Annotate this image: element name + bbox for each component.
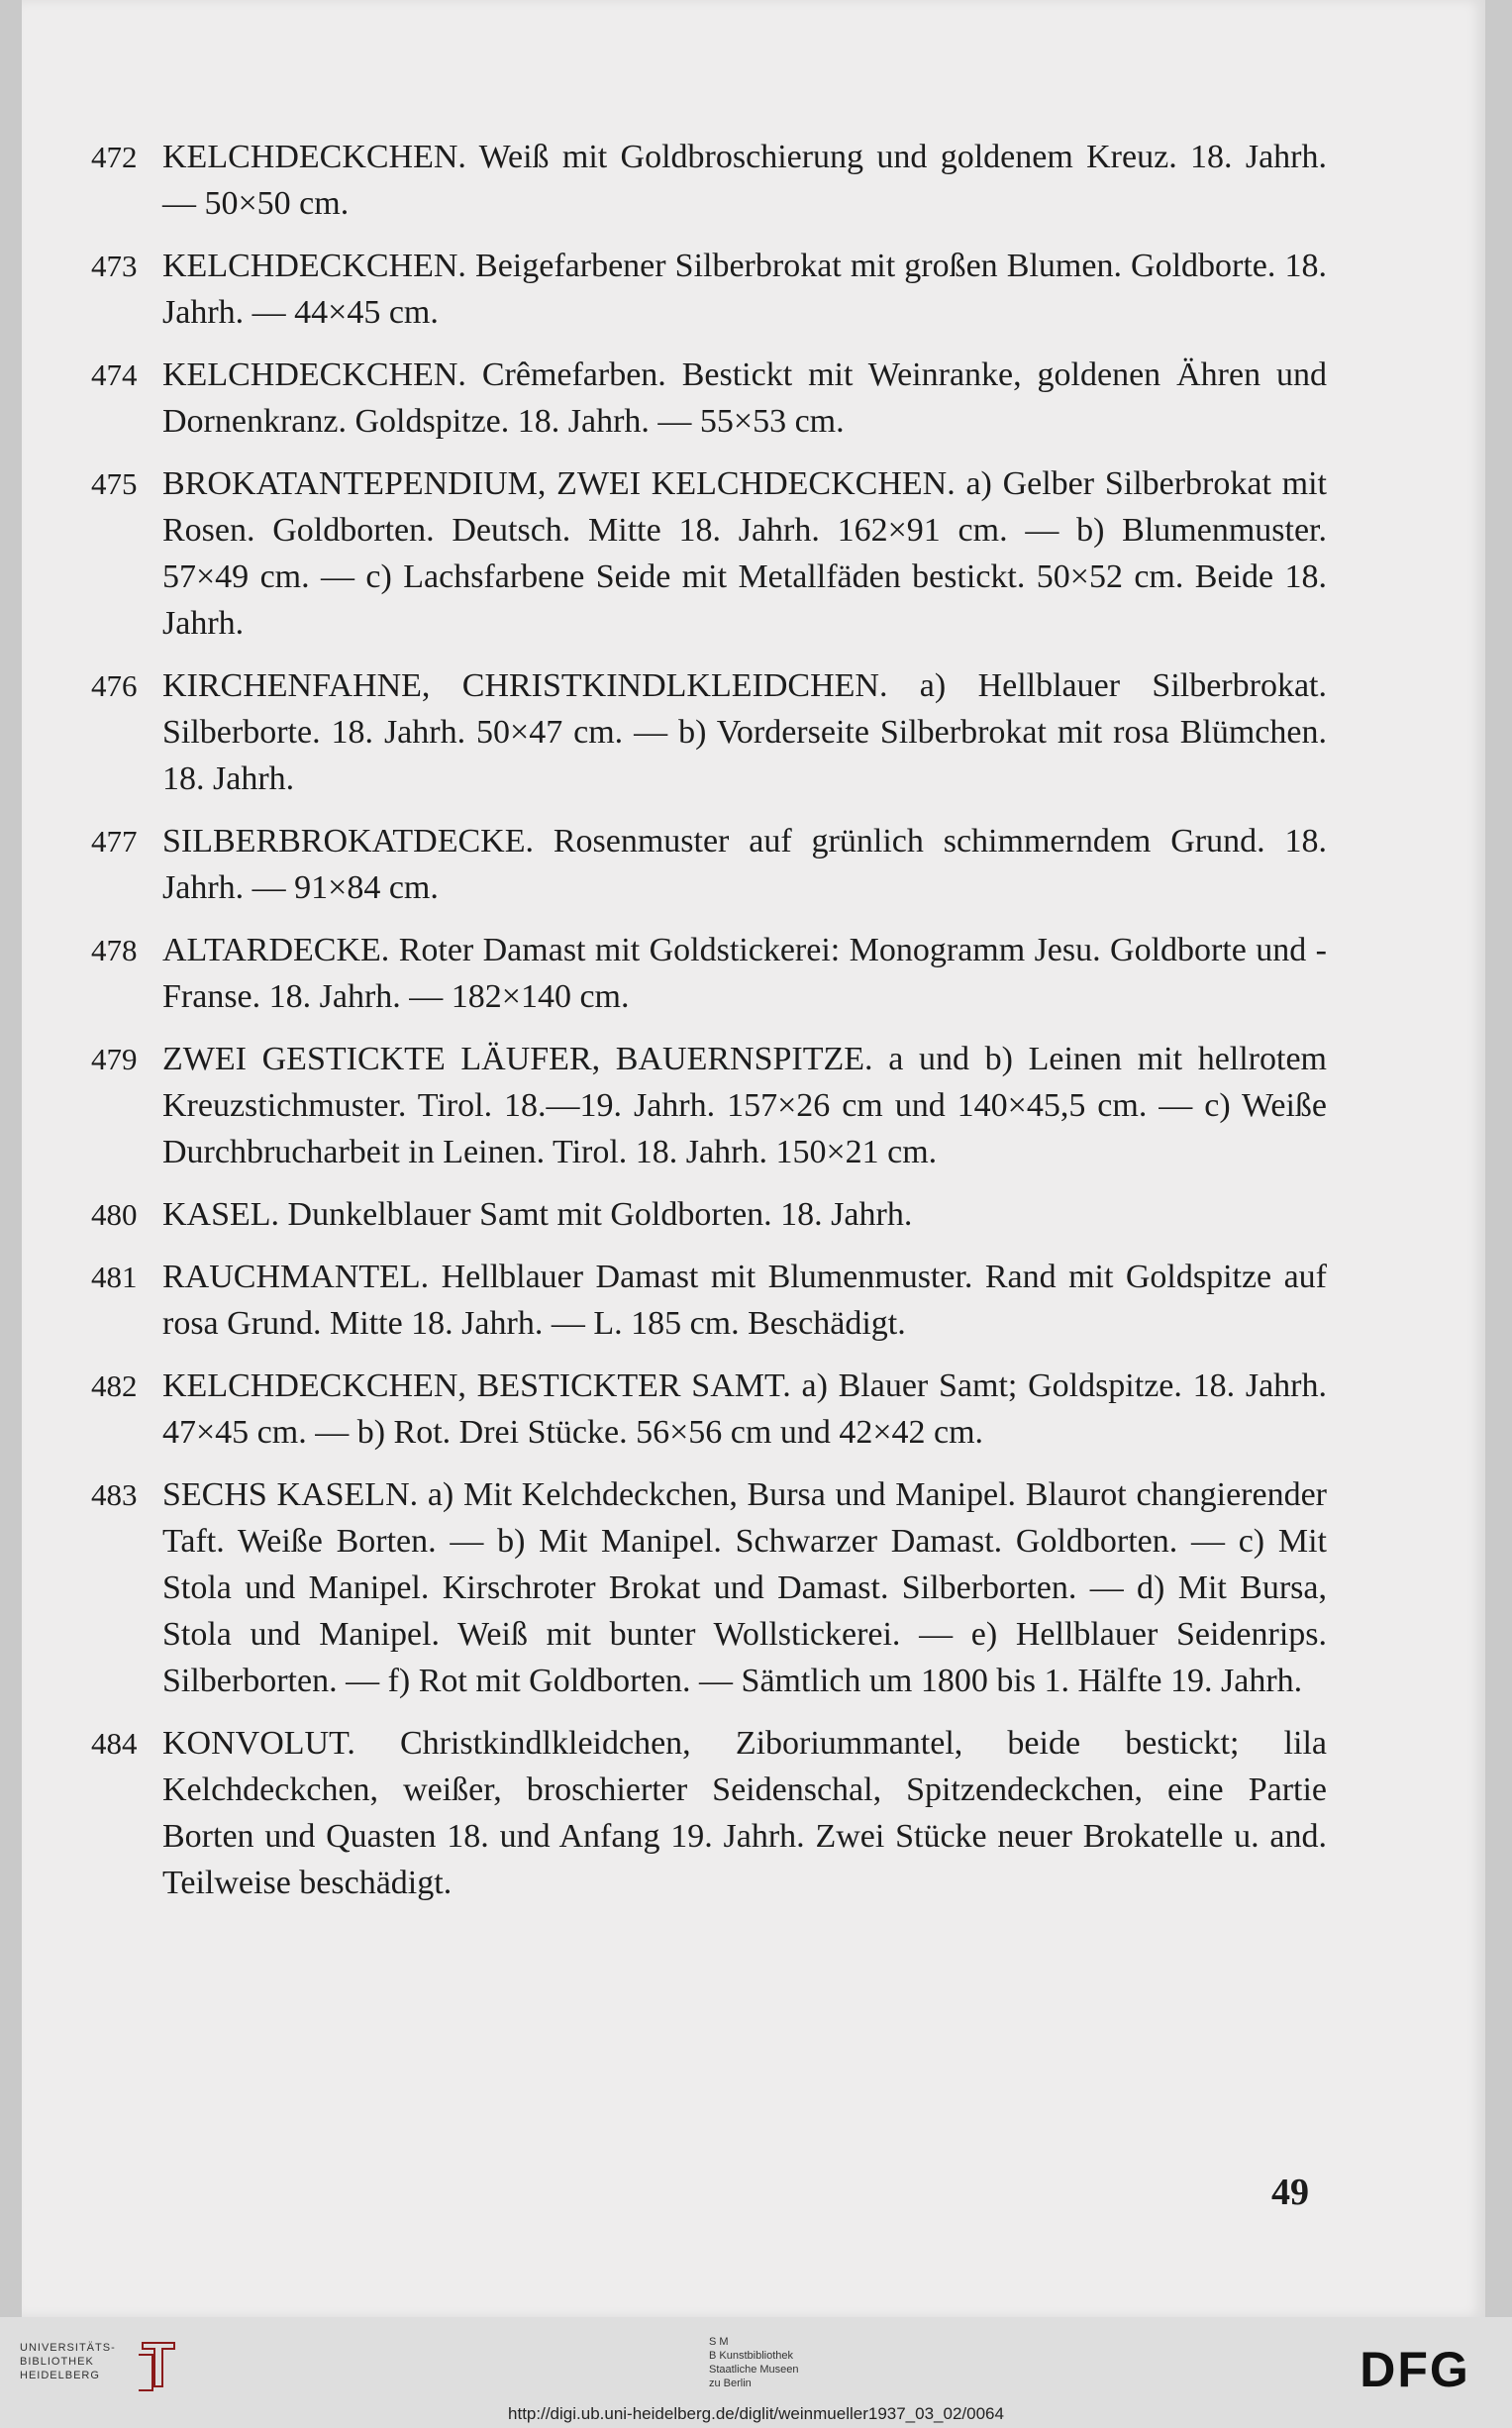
entry-text: ZWEI GESTICKTE LÄUFER, BAUERNSPITZE. a und b) Leinen mit hellrotem Kreuzstichmuster. Tirol. 18.—19. Jahrh. 157×26 cm und 140×45,5 cm. — c) Weiße Durchbrucharbeit in Leinen. Tirol. 18. Jahrh. 150×21 cm. xyxy=(162,1041,1327,1170)
entry-number: 478 xyxy=(91,933,138,967)
catalog-entry xyxy=(91,1036,1327,1175)
catalog-entry xyxy=(91,352,1327,445)
catalog-entry xyxy=(91,1191,1327,1238)
logo-line: Staatliche Museen xyxy=(709,2364,799,2376)
entry-text: RAUCHMANTEL. Hellblauer Damast mit Blumenmuster. Rand mit Goldspitze auf rosa Grund. Mitte 18. Jahrh. — L. 185 cm. Beschädigt. xyxy=(162,1259,1327,1342)
dfg-logo[interactable] xyxy=(1342,2341,1488,2396)
entry-text: SILBERBROKATDECKE. Rosenmuster auf grünlich schimmerndem Grund. 18. Jahrh. — 91×84 cm. xyxy=(162,823,1327,906)
catalog-entry xyxy=(91,1720,1327,1906)
catalog-entry xyxy=(91,927,1327,1020)
entry-number: 483 xyxy=(91,1477,138,1512)
entry-text: KASEL. Dunkelblauer Samt mit Goldborten. 18. Jahrh. xyxy=(162,1196,913,1233)
catalog-entry xyxy=(91,134,1327,227)
catalog-entry xyxy=(91,1471,1327,1704)
entry-number: 482 xyxy=(91,1368,138,1403)
entry-text: SECHS KASELN. a) Mit Kelchdeckchen, Bursa und Manipel. Blaurot changierender Taft. Weiße Borten. — b) Mit Manipel. Schwarzer Damast. Goldborten. — c) Mit Stola und Manipel. Kirschroter Brokat und Damast. Silberborten. — d) Mit Bursa, Stola und Manipel. Weiß mit bunter Wollstickerei. — e) Hellblauer Seidenrips. Silberborten. — f) Rot mit Goldborten. — Sämtlich um 1800 bis 1. Hälfte 19. Jahrh. xyxy=(162,1476,1327,1699)
entry-number: 474 xyxy=(91,357,138,392)
entry-text: KELCHDECKCHEN. Beigefarbener Silberbrokat mit großen Blumen. Goldborte. 18. Jahrh. — 44×45 cm. xyxy=(162,248,1327,331)
entry-number: 473 xyxy=(91,249,138,283)
entry-text: ALTARDECKE. Roter Damast mit Goldstickerei: Monogramm Jesu. Goldborte und -Franse. 18. Jahrh. — 182×140 cm. xyxy=(162,932,1327,1015)
catalog-page xyxy=(22,0,1485,2317)
permalink-url[interactable]: http://digi.ub.uni-heidelberg.de/diglit/weinmueller1937_03_02/0064 xyxy=(508,2404,1004,2423)
catalog-entry xyxy=(91,1363,1327,1456)
smb-kunstbibliothek-logo[interactable] xyxy=(709,2335,799,2390)
entry-number: 475 xyxy=(91,466,138,501)
logo-line: zu Berlin xyxy=(709,2377,752,2389)
entry-text: KELCHDECKCHEN. Weiß mit Goldbroschierung und goldenem Kreuz. 18. Jahrh. — 50×50 cm. xyxy=(162,139,1327,222)
entry-number: 472 xyxy=(91,140,138,174)
entry-number: 476 xyxy=(91,668,138,703)
entry-number: 484 xyxy=(91,1726,138,1761)
entry-number: 477 xyxy=(91,824,138,859)
logo-line: BIBLIOTHEK xyxy=(20,2356,94,2368)
entry-number: 481 xyxy=(91,1260,138,1294)
heidelberg-university-library-logo[interactable] xyxy=(20,2341,116,2382)
logo-line: B Kunstbibliothek xyxy=(709,2350,793,2362)
entry-number: 479 xyxy=(91,1042,138,1076)
catalog-entry xyxy=(91,818,1327,911)
entry-text: BROKATANTEPENDIUM, ZWEI KELCHDECKCHEN. a) Gelber Silberbrokat mit Rosen. Goldborten. Deutsch. Mitte 18. Jahrh. 162×91 cm. — b) Blumenmuster. 57×49 cm. — c) Lachsfarbene Seide mit Metallfäden bestickt. 50×52 cm. Beide 18. Jahrh. xyxy=(162,465,1327,642)
logo-line: HEIDELBERG xyxy=(20,2370,100,2381)
logo-line: UNIVERSITÄTS- xyxy=(20,2342,116,2354)
entry-number: 480 xyxy=(91,1197,138,1232)
viewer-footer xyxy=(0,2317,1512,2428)
catalog-entry xyxy=(91,662,1327,802)
catalog-entry xyxy=(91,460,1327,647)
university-emblem-icon xyxy=(135,2335,180,2394)
catalog-entries xyxy=(91,134,1327,1922)
dfg-logo-text: DFG xyxy=(1360,2342,1470,2396)
entry-text: KELCHDECKCHEN, BESTICKTER SAMT. a) Blauer Samt; Goldspitze. 18. Jahrh. 47×45 cm. — b) Rot. Drei Stücke. 56×56 cm und 42×42 cm. xyxy=(162,1367,1327,1451)
page-number: 49 xyxy=(1271,2172,1309,2213)
logo-line: S M xyxy=(709,2336,729,2348)
entry-text: KONVOLUT. Christkindlkleidchen, Ziboriummantel, beide bestickt; lila Kelchdeckchen, weißer, broschierter Seidenschal, Spitzendeckchen, eine Partie Borten und Quasten 18. und Anfang 19. Jahrh. Zwei Stücke neuer Brokatelle u. and. Teilweise beschädigt. xyxy=(162,1725,1327,1901)
catalog-entry xyxy=(91,243,1327,336)
catalog-entry xyxy=(91,1254,1327,1347)
entry-text: KELCHDECKCHEN. Crêmefarben. Bestickt mit Weinranke, goldenen Ähren und Dornenkranz. Goldspitze. 18. Jahrh. — 55×53 cm. xyxy=(162,356,1327,440)
entry-text: KIRCHENFAHNE, CHRISTKINDLKLEIDCHEN. a) Hellblauer Silberbrokat. Silberborte. 18. Jahrh. 50×47 cm. — b) Vorderseite Silberbrokat mit rosa Blümchen. 18. Jahrh. xyxy=(162,667,1327,797)
